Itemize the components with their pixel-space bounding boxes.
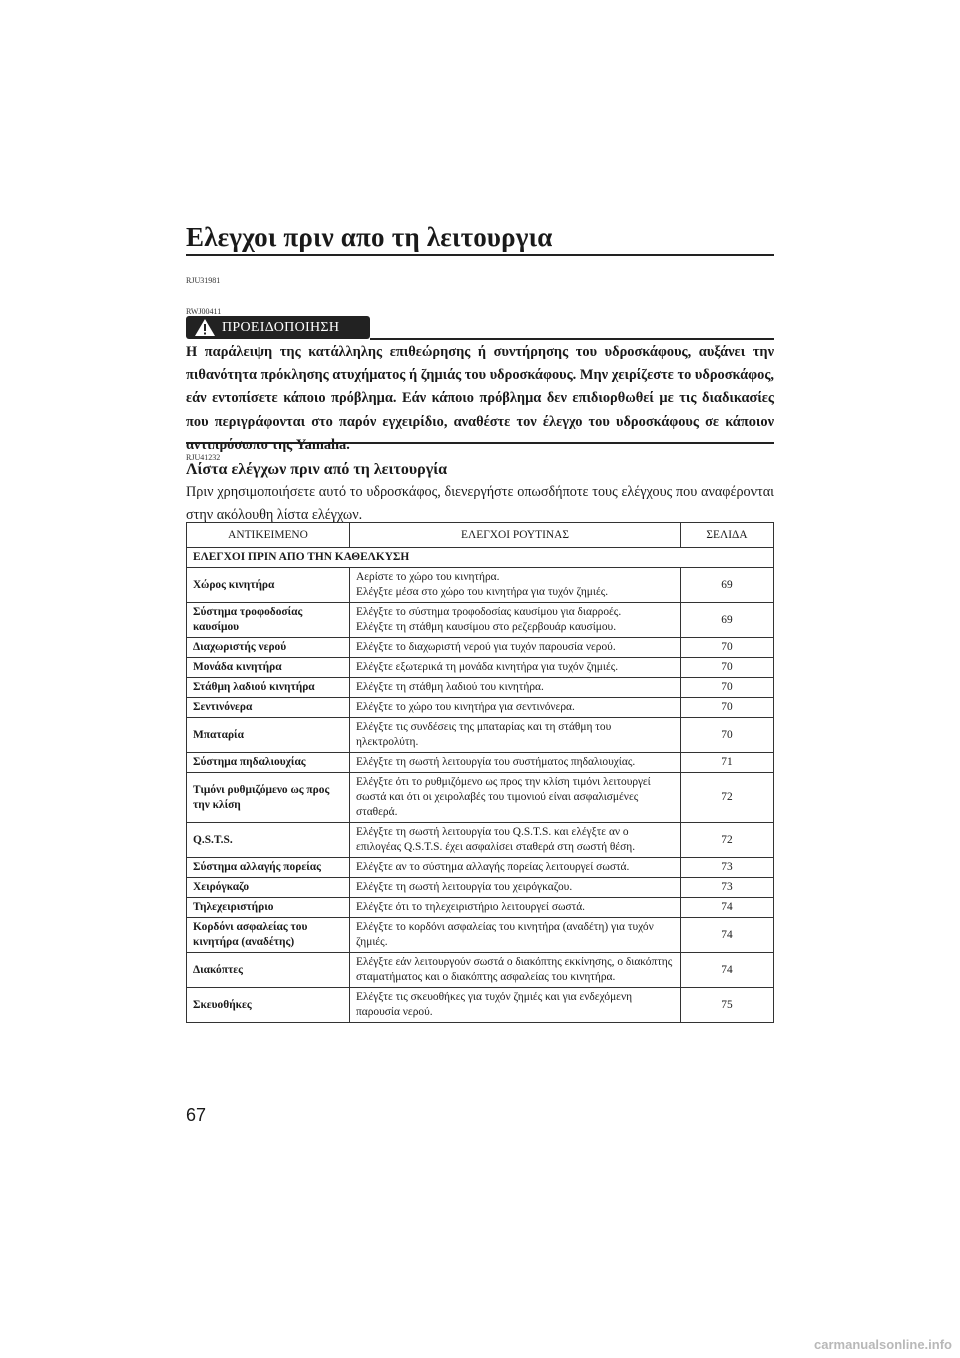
title-rule: [186, 254, 774, 256]
row-item: Τιμόνι ρυθμιζόμενο ως προς την κλίση: [187, 773, 350, 823]
row-check: Ελέγξτε ότι το τηλεχειριστήριο λειτουργεί σωστά.: [350, 898, 681, 918]
row-item: Σεντινόνερα: [187, 698, 350, 718]
row-check: Ελέγξτε εξωτερικά τη μονάδα κινητήρα για τυχόν ζημιές.: [350, 658, 681, 678]
row-check: Ελέγξτε τις συνδέσεις της μπαταρίας και τη στάθμη του ηλεκτρολύτη.: [350, 718, 681, 753]
row-item: Χώρος κινητήρα: [187, 568, 350, 603]
row-page: 74: [681, 918, 774, 953]
table-row: [187, 773, 774, 823]
table-group-row: [187, 548, 774, 568]
row-page: 73: [681, 858, 774, 878]
table-row: [187, 753, 774, 773]
row-item: Τηλεχειριστήριο: [187, 898, 350, 918]
row-page: 72: [681, 823, 774, 858]
header-check: ΕΛΕΓΧΟΙ ΡΟΥΤΙΝΑΣ: [350, 523, 681, 548]
row-check: Ελέγξτε το διαχωριστή νερού για τυχόν παρουσία νερού.: [350, 638, 681, 658]
row-page: 70: [681, 658, 774, 678]
row-check: Ελέγξτε τη σωστή λειτουργία του συστήματος πηδαλιουχίας.: [350, 753, 681, 773]
row-page: 70: [681, 678, 774, 698]
warning-header: [186, 316, 774, 340]
row-page: 70: [681, 698, 774, 718]
row-item: Σύστημα αλλαγής πορείας: [187, 858, 350, 878]
row-page: 71: [681, 753, 774, 773]
row-item: Στάθμη λαδιού κινητήρα: [187, 678, 350, 698]
table-row: [187, 568, 774, 603]
doc-code-top: RJU31981: [186, 276, 221, 285]
table-row: [187, 878, 774, 898]
table-row: [187, 988, 774, 1023]
table-row: [187, 603, 774, 638]
table-row: [187, 638, 774, 658]
warning-label: ΠΡΟΕΙΔΟΠΟΙΗΣΗ: [222, 319, 340, 335]
table-row: [187, 858, 774, 878]
row-page: 73: [681, 878, 774, 898]
section-title: Λίστα ελέγχων πριν από τη λειτουργία: [186, 461, 448, 478]
table-row: [187, 718, 774, 753]
group-label: ΕΛΕΓΧΟΙ ΠΡΙΝ ΑΠΟ ΤΗΝ ΚΑΘΕΛΚΥΣΗ: [187, 548, 774, 568]
row-check: Ελέγξτε τις σκευοθήκες για τυχόν ζημιές και για ενδεχόμενη παρουσία νερού.: [350, 988, 681, 1023]
row-page: 74: [681, 898, 774, 918]
section-code: RJU41232: [186, 453, 221, 462]
watermark: carmanualsonline.info: [814, 1337, 952, 1352]
row-check: Ελέγξτε ότι το ρυθμιζόμενο ως προς την κλίση τιμόνι λειτουργεί σωστά και ότι οι χειρολαβές του τιμονιού είναι ασφαλισμένες σταθερά.: [350, 773, 681, 823]
row-page: 70: [681, 638, 774, 658]
warning-text: Η παράλειψη της κατάλληλης επιθεώρησης ή συντήρησης του υδροσκάφους, αυξάνει την πιθανότητα πρόκλησης ατυχήματος ή ζημιάς του υδροσκάφους. Μην χειρίζεστε το υδροσκάφος, εάν εντοπίσετε κάποιο πρόβλημα. Εάν κάποιο πρόβλημα δεν επιδιορθωθεί με τις διαδικασίες που περιγράφονται στο παρόν εγχειρίδιο, αναθέστε τον έλεγχο του υδροσκάφους σε κάποιον αντιπρόσωπο της Yamaha.: [186, 344, 774, 453]
row-item: Διαχωριστής νερού: [187, 638, 350, 658]
table-row: [187, 953, 774, 988]
row-check: Ελέγξτε τη σωστή λειτουργία του Q.S.T.S. και ελέγξτε αν ο επιλογέας Q.S.T.S. έχει ασφαλίσει σταθερά στη σωστή θέση.: [350, 823, 681, 858]
page-title: Ελεγχοι πριν απο τη λειτουργια: [186, 222, 553, 252]
header-item: ΑΝΤΙΚΕΙΜΕΝΟ: [187, 523, 350, 548]
row-item: Κορδόνι ασφαλείας του κινητήρα (αναδέτης): [187, 918, 350, 953]
row-page: 70: [681, 718, 774, 753]
checklist-table: [186, 522, 774, 1023]
row-page: 69: [681, 603, 774, 638]
row-check: Ελέγξτε το κορδόνι ασφαλείας του κινητήρα (αναδέτη) για τυχόν ζημιές.: [350, 918, 681, 953]
row-page: 72: [681, 773, 774, 823]
table-row: [187, 823, 774, 858]
warning-triangle-icon: [194, 318, 216, 337]
table-row: [187, 678, 774, 698]
row-item: Σκευοθήκες: [187, 988, 350, 1023]
section-intro: Πριν χρησιμοποιήσετε αυτό το υδροσκάφος, διενεργήστε οπωσδήποτε τους ελέγχους που αναφέρονται στην ακόλουθη λίστα ελέγχων.: [186, 484, 774, 523]
row-check: Ελέγξτε τη στάθμη λαδιού του κινητήρα.: [350, 678, 681, 698]
warning-label-box: [186, 316, 370, 339]
table-header-row: [187, 523, 774, 548]
row-item: Σύστημα τροφοδοσίας καυσίμου: [187, 603, 350, 638]
row-item: Σύστημα πηδαλιουχίας: [187, 753, 350, 773]
row-page: 69: [681, 568, 774, 603]
row-page: 74: [681, 953, 774, 988]
table-row: [187, 658, 774, 678]
row-check: Ελέγξτε το χώρο του κινητήρα για σεντινόνερα.: [350, 698, 681, 718]
row-item: Διακόπτες: [187, 953, 350, 988]
row-check: Ελέγξτε το σύστημα τροφοδοσίας καυσίμου για διαρροές. Ελέγξτε τη στάθμη καυσίμου στο ρεζερβουάρ καυσίμου.: [350, 603, 681, 638]
table-row: [187, 898, 774, 918]
row-item: Χειρόγκαζο: [187, 878, 350, 898]
row-check: Ελέγξτε αν το σύστημα αλλαγής πορείας λειτουργεί σωστά.: [350, 858, 681, 878]
warning-bottom-rule: [186, 442, 774, 444]
row-item: Μονάδα κινητήρα: [187, 658, 350, 678]
table-row: [187, 698, 774, 718]
row-check: Ελέγξτε τη σωστή λειτουργία του χειρόγκαζου.: [350, 878, 681, 898]
row-page: 75: [681, 988, 774, 1023]
table-row: [187, 918, 774, 953]
row-item: Μπαταρία: [187, 718, 350, 753]
row-check: Αερίστε το χώρο του κινητήρα. Ελέγξτε μέσα στο χώρο του κινητήρα για τυχόν ζημιές.: [350, 568, 681, 603]
row-item: Q.S.T.S.: [187, 823, 350, 858]
warning-rule: [370, 338, 774, 340]
page-number: 67: [186, 1105, 207, 1125]
warning-code: RWJ00411: [186, 307, 222, 316]
row-check: Ελέγξτε εάν λειτουργούν σωστά ο διακόπτης εκκίνησης, ο διακόπτης σταματήματος και ο διακόπτης ασφαλείας του κινητήρα.: [350, 953, 681, 988]
header-page: ΣΕΛΙΔΑ: [681, 523, 774, 548]
